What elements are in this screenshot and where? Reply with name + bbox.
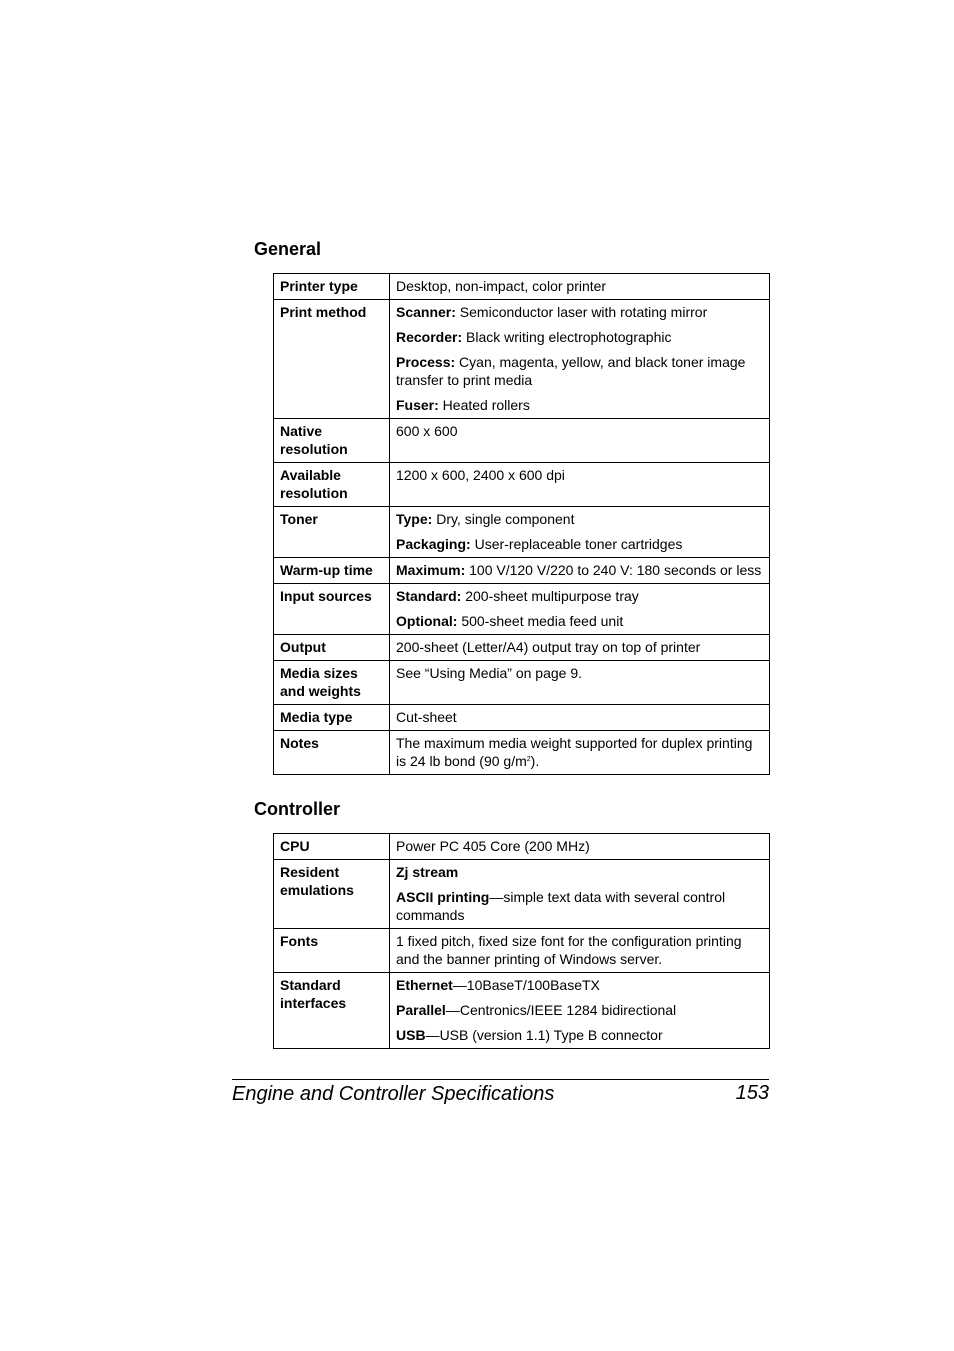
term-detail: Black writing electrophotographic xyxy=(462,329,672,345)
row-label: Print method xyxy=(274,300,390,419)
term: ASCII printing xyxy=(396,889,490,905)
term-detail: 200-sheet multipurpose tray xyxy=(461,588,639,604)
term: Parallel xyxy=(396,1002,446,1018)
table-row xyxy=(274,661,770,705)
table-row xyxy=(274,635,770,661)
term-detail: Dry, single component xyxy=(432,511,575,527)
table-row xyxy=(274,584,770,635)
term-detail: 100 V/120 V/220 to 240 V: 180 seconds or less xyxy=(465,562,762,578)
term: Scanner: xyxy=(396,304,456,320)
row-label: Input sources xyxy=(274,584,390,635)
table-row xyxy=(274,705,770,731)
controller-spec-table xyxy=(273,833,770,1049)
row-label: Standard interfaces xyxy=(274,973,390,1049)
row-value: 1200 x 600, 2400 x 600 dpi xyxy=(390,463,770,507)
row-label: Fonts xyxy=(274,929,390,973)
term: Type: xyxy=(396,511,433,527)
term: Zj stream xyxy=(396,864,459,880)
row-label: Resident emulations xyxy=(274,860,390,929)
row-value xyxy=(390,731,770,775)
row-label: Printer type xyxy=(274,274,390,300)
row-value: Desktop, non-impact, color printer xyxy=(390,274,770,300)
row-value xyxy=(390,507,770,558)
table-row xyxy=(274,463,770,507)
term-detail: 500-sheet media feed unit xyxy=(457,613,624,629)
term: Packaging: xyxy=(396,536,471,552)
table-row xyxy=(274,731,770,775)
row-value: 600 x 600 xyxy=(390,419,770,463)
row-label: Output xyxy=(274,635,390,661)
term: Maximum: xyxy=(396,562,466,578)
row-label: Available resolution xyxy=(274,463,390,507)
table-row xyxy=(274,419,770,463)
term: Standard: xyxy=(396,588,462,604)
notes-text: The maximum media weight supported for duplex printing is 24 lb bond (90 g/m xyxy=(396,735,753,769)
row-label: CPU xyxy=(274,834,390,860)
row-label: Warm-up time xyxy=(274,558,390,584)
term-detail: Cyan, magenta, yellow, and black toner image transfer to print media xyxy=(396,354,746,388)
row-value: 1 fixed pitch, fixed size font for the configuration printing and the banner printing of Windows server. xyxy=(390,929,770,973)
table-row xyxy=(274,929,770,973)
table-row xyxy=(274,834,770,860)
term-detail: User-replaceable toner cartridges xyxy=(470,536,683,552)
row-value xyxy=(390,860,770,929)
term: USB xyxy=(396,1027,426,1043)
term-detail: —USB (version 1.1) Type B connector xyxy=(425,1027,663,1043)
row-value: Power PC 405 Core (200 MHz) xyxy=(390,834,770,860)
term-detail: —10BaseT/100BaseTX xyxy=(452,977,600,993)
term: Recorder: xyxy=(396,329,463,345)
row-value xyxy=(390,584,770,635)
term: Process: xyxy=(396,354,456,370)
superscript: 2 xyxy=(526,756,531,763)
term-detail: —simple text data with several control commands xyxy=(396,889,726,923)
table-row xyxy=(274,274,770,300)
row-value xyxy=(390,973,770,1049)
row-value: See “Using Media” on page 9. xyxy=(390,661,770,705)
row-label: Native resolution xyxy=(274,419,390,463)
row-value xyxy=(390,558,770,584)
row-label: Media type xyxy=(274,705,390,731)
page-number: 153 xyxy=(735,1082,769,1104)
term-detail: Heated rollers xyxy=(438,397,530,413)
term: Fuser: xyxy=(396,397,439,413)
table-row xyxy=(274,558,770,584)
term: Optional: xyxy=(396,613,458,629)
row-label: Toner xyxy=(274,507,390,558)
term: Ethernet xyxy=(396,977,453,993)
general-heading: General xyxy=(254,239,322,259)
row-value: Cut-sheet xyxy=(390,705,770,731)
table-row xyxy=(274,507,770,558)
row-value: 200-sheet (Letter/A4) output tray on top of printer xyxy=(390,635,770,661)
notes-text-end: ). xyxy=(530,753,540,769)
controller-heading: Controller xyxy=(254,799,341,819)
table-row xyxy=(274,300,770,419)
row-value xyxy=(390,300,770,419)
term-detail: —Centronics/IEEE 1284 bidirectional xyxy=(445,1002,677,1018)
table-row xyxy=(274,860,770,929)
general-spec-table xyxy=(273,273,770,775)
term-detail: Semiconductor laser with rotating mirror xyxy=(455,304,708,320)
row-label: Media sizes and weights xyxy=(274,661,390,705)
table-row xyxy=(274,973,770,1049)
footer-divider xyxy=(232,1079,769,1080)
row-label: Notes xyxy=(274,731,390,775)
footer-title: Engine and Controller Specifications xyxy=(232,1083,555,1105)
